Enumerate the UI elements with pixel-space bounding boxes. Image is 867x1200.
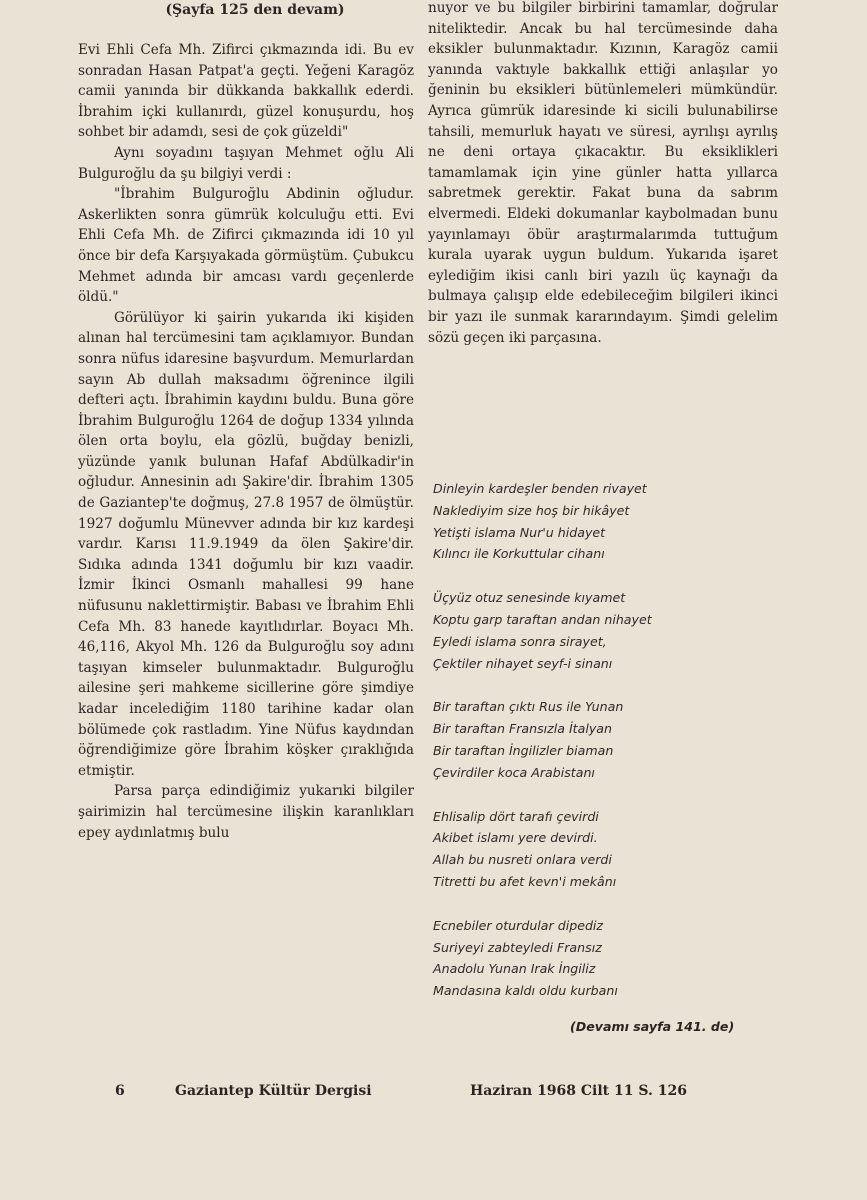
left-column — [78, 40, 414, 843]
right-column — [428, 0, 778, 348]
paragraph: Evi Ehli Cefa Mh. Zifirci çıkmazında idi. Bu ev sonradan Hasan Patpat'a geçti. Yeğeni Karagöz camii yanında bir dükkanda bakkallık ederdi. İbrahim içki kullanırdı, güzel konuşurdu, hoş sohbet bir adamdı, sesi de çok güzeldi" — [78, 42, 414, 141]
paragraph: Parsa parça edindiğimiz yukarıki bilgiler şairimizin hal tercümesine ilişkin karanlıkları epey aydınlatmış bulu — [78, 783, 414, 841]
continuation-note: (Devamı sayfa 141. de) — [570, 1019, 735, 1034]
poem-line: Ecnebiler oturdular dipediz — [433, 917, 604, 933]
poem-line: Naklediyim size hoş bir hikâyet — [433, 502, 630, 518]
poem-line: Kılıncı ile Korkuttular cihanı — [433, 546, 605, 562]
continued-from-note: (Şayfa 125 den devam) — [165, 2, 345, 18]
poem-stanza — [433, 478, 773, 565]
poem-line: Eyledi islama sonra sirayet, — [433, 633, 607, 649]
poem-line: Bir taraftan Fransızla İtalyan — [433, 721, 612, 737]
poem-line: Allah bu nusreti onlara verdi — [433, 852, 612, 868]
poem-line: Yetişti islama Nur'u hidayet — [433, 524, 606, 540]
poem-line: Titretti bu afet kevn'i mekânı — [433, 873, 617, 889]
poem-stanza — [433, 806, 773, 893]
journal-title: Gaziantep Kültür Dergisi — [175, 1083, 372, 1099]
poem-line: Ehlisalip dört tarafı çevirdi — [433, 808, 599, 824]
poem-line: Koptu garp taraftan andan nihayet — [433, 611, 652, 627]
poem-line: Üçyüz otuz senesinde kıyamet — [433, 590, 626, 606]
poem-line: Dinleyin kardeşler benden rivayet — [433, 481, 647, 496]
poem-line: Çektiler nihayet seyf-i sinanı — [433, 655, 613, 671]
poem-line: Mandasına kaldı oldu kurbanı — [433, 983, 618, 999]
paragraph: nuyor ve bu bilgiler birbirini tamamlar, doğrular niteliktedir. Ancak bu hal tercümesinde daha eksikler bulunmaktadır. Kızının, Karagöz camii yanında vaktıyle bakkallık ettiği anlaşılar yo ğeninin bu eksikleri bütünlemeleri mümkündür. Ayrıca gümrük idaresinde ki sicili bulunabilirse tahsili, memurluk hayatı ve süresi, ayrılışı ayrılış ne deni ortaya çıkacaktır. Bu eksiklikleri tamamlamak için yine günler hatta yıllarca sabretmek gerektir. Fakat buna da sabrım elvermedi. Eldeki dokumanlar kaybolmadan bunu yayınlamayı öbür araştırmalarımda tuttuğum kurala uyarak uygun buldum. Yukarıda işaret eylediğim ikisi canlı biri yazılı üç kaynağı da bulmaya çalışıp elde edebileceğim bilgileri ikinci bir yazı ile sunmak kararındayım. Şimdi gelelim sözü geçen iki parçasına. — [428, 0, 778, 346]
poem-line: Bir taraftan çıktı Rus ile Yunan — [433, 699, 624, 715]
poem-stanza — [433, 587, 773, 674]
poem-line: Bir taraftan İngilizler biaman — [433, 742, 614, 758]
poem-line: Akibet islamı yere devirdi. — [433, 830, 598, 846]
page-number: 6 — [115, 1083, 125, 1099]
poem-line: Çevirdiler koca Arabistanı — [433, 764, 595, 780]
paragraph: Aynı soyadını taşıyan Mehmet oğlu Ali Bulguroğlu da şu bilgiyi verdi : — [78, 144, 414, 182]
poem-stanza — [433, 915, 773, 1002]
paragraph: Görülüyor ki şairin yukarıda iki kişiden alınan hal tercümesini tam açıklamıyor. Bundan sonra nüfus idaresine başvurdum. Memurlardan sayın Ab dullah maksadımı öğrenince ilgili defteri açtı. İbrahimin kaydını buldu. Buna göre İbrahim Bulguroğlu 1264 de doğup 1334 yılında ölen orta boylu, ela gözlü, buğday benizli, yüzünde yanık bulunan Hafaf Abdülkadir'in oğludur. Annesinin adı Şakire'dir. İbrahim 1305 de Gaziantep'te doğmuş, 27.8 1957 de ölmüştür. 1927 doğumlu Münevver adında bir kız kardeşi vardır. Karısı 11.9.1949 da ölen Şakire'dir. Sıdıka adında 1341 doğumlu bir kızı vaadir. İzmir İkinci Osmanlı mahallesi 99 hane nüfusunu naklettirmiştir. Babası ve İbrahim Ehli Cefa Mh. 83 hanede kayıtlıdırlar. Boyacı Mh. 46,116, Akyol Mh. 126 da Bulguroğlu soy adını taşıyan kimseler bulunmaktadır. Bulguroğlu ailesine şeri mahkeme sicillerine göre şimdiye kadar incelediğim 1180 tarihine kadar olan bölümede çok rastladım. Yine Nüfus kaydından öğrendiğimize göre İbrahim köşker çıraklığıda etmiştir. — [78, 309, 414, 779]
poem — [433, 478, 773, 1024]
issue-info: Haziran 1968 Cilt 11 S. 126 — [470, 1083, 687, 1099]
poem-stanza — [433, 696, 773, 783]
quote-paragraph: "İbrahim Bulguroğlu Abdinin oğludur. Askerlikten sonra gümrük kolculuğu etti. Evi Ehli Cefa Mh. de Zifirci çıkmazında idi 10 yıl önce bir defa Karşıyakada görmüştüm. Çubukcu Mehmet adında bir amcası vardı geçenlerde öldü." — [78, 186, 414, 306]
poem-line: Anadolu Yunan Irak İngiliz — [433, 961, 596, 977]
poem-line: Suriyeyi zabteyledi Fransız — [433, 939, 602, 955]
